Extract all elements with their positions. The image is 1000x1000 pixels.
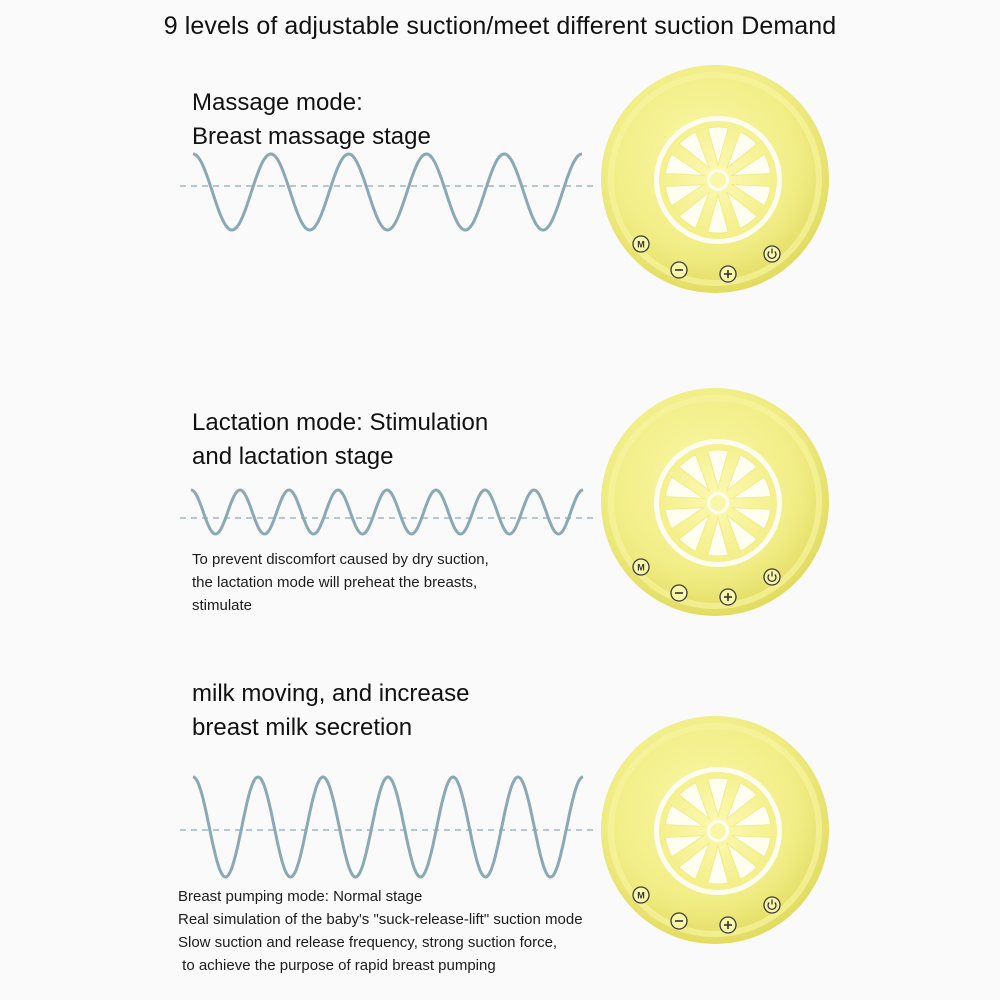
plus-button[interactable] xyxy=(720,589,736,605)
desc-line: to achieve the purpose of rapid breast pumping xyxy=(178,957,496,974)
pumping-wave xyxy=(175,765,595,885)
desc-line: To prevent discomfort caused by dry suction, xyxy=(192,551,489,568)
breast-pump-illustration xyxy=(598,713,832,947)
pump-device xyxy=(598,713,832,947)
mode-button[interactable] xyxy=(633,559,649,575)
desc-line: stimulate xyxy=(192,597,253,614)
minus-button[interactable] xyxy=(671,262,687,278)
breast-pump-illustration xyxy=(598,385,832,619)
breast-pump-illustration xyxy=(598,62,832,296)
title-line: Lactation mode: Stimulation xyxy=(192,409,489,436)
massage-wave xyxy=(175,140,595,240)
minus-button[interactable] xyxy=(671,585,687,601)
mode-button[interactable] xyxy=(633,236,649,252)
desc-line: the lactation mode will preheat the breasts, xyxy=(192,574,478,591)
power-button[interactable] xyxy=(764,897,780,913)
plus-button[interactable] xyxy=(720,266,736,282)
title-line: Breast massage stage xyxy=(192,123,431,150)
mode-button[interactable] xyxy=(633,887,649,903)
plus-button[interactable] xyxy=(720,917,736,933)
desc-line: Real simulation of the baby's "suck-release-lift" suction mode xyxy=(178,911,583,928)
power-button[interactable] xyxy=(764,569,780,585)
power-button[interactable] xyxy=(764,246,780,262)
lactation-wave xyxy=(175,478,595,548)
mode-button-label: M xyxy=(637,562,645,573)
mode-button-label: M xyxy=(637,239,645,250)
title-line: breast milk secretion xyxy=(192,714,413,741)
lactation-mode-title xyxy=(192,406,488,474)
title-line: and lactation stage xyxy=(192,443,394,470)
pump-device xyxy=(598,385,832,619)
pump-device xyxy=(598,62,832,296)
page-headline: 9 levels of adjustable suction/meet different suction Demand xyxy=(163,12,837,40)
title-line: Massage mode: xyxy=(192,89,363,116)
pumping-mode-description xyxy=(178,885,583,977)
wave-curve xyxy=(193,154,582,230)
wave-curve xyxy=(193,777,583,877)
lactation-mode-description xyxy=(192,548,489,617)
minus-button[interactable] xyxy=(671,913,687,929)
mode-button-label: M xyxy=(637,890,645,901)
desc-line: Slow suction and release frequency, strong suction force, xyxy=(178,934,558,951)
title-line: milk moving, and increase xyxy=(192,680,470,707)
desc-line: Breast pumping mode: Normal stage xyxy=(178,888,423,905)
pumping-mode-title xyxy=(192,677,469,745)
wave-curve xyxy=(191,490,583,534)
